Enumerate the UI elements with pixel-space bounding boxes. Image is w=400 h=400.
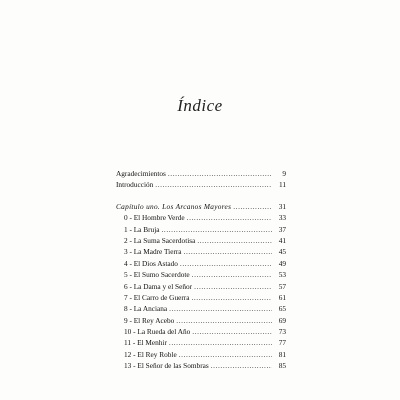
toc-entry[interactable]	[116, 212, 286, 223]
toc-entry-page: 77	[278, 338, 286, 348]
toc-entry[interactable]	[116, 303, 286, 314]
page-title: Índice	[177, 96, 223, 115]
toc-entry-page: 73	[278, 327, 286, 337]
dot-leader	[169, 337, 272, 348]
toc-entry[interactable]	[116, 360, 286, 371]
toc-entry-label: 10 - La Rueda del Año	[124, 327, 191, 337]
toc-entry-label: 2 - La Suma Sacerdotisa	[124, 235, 196, 245]
toc-entry[interactable]	[116, 281, 286, 292]
dot-leader	[176, 315, 272, 326]
toc-entry[interactable]	[116, 337, 286, 348]
toc-entry-page: 45	[278, 247, 286, 257]
toc-entry-label: 13 - El Señor de las Sombras	[124, 361, 209, 371]
toc-chapter-page: 31	[278, 201, 286, 211]
toc-entry-label: 4 - El Dios Astado	[124, 258, 178, 268]
dot-leader	[184, 246, 272, 257]
toc-entry-label: 6 - La Dama y el Señor	[124, 281, 193, 291]
toc-entry[interactable]	[116, 224, 286, 235]
toc-entry-label: 3 - La Madre Tierra	[124, 247, 182, 257]
dot-leader	[192, 269, 272, 280]
toc-entry-label: Agradecimientos	[116, 169, 166, 178]
toc-entry-page: 9	[282, 169, 286, 178]
dot-leader	[179, 349, 272, 360]
toc-entry-page: 33	[278, 213, 286, 223]
table-of-contents	[116, 168, 286, 372]
toc-sub-entries	[116, 212, 286, 371]
toc-entry-page: 37	[278, 224, 286, 234]
toc-entry-label: 8 - La Anciana	[124, 304, 168, 314]
dot-leader	[169, 303, 272, 314]
toc-chapter-heading[interactable]	[116, 201, 286, 212]
toc-entry[interactable]	[116, 269, 286, 280]
toc-entry[interactable]	[116, 349, 286, 360]
dot-leader	[197, 235, 272, 246]
toc-entry-label: 7 - El Carro de Guerra	[124, 292, 190, 302]
toc-entry-page: 49	[278, 258, 286, 268]
toc-entry-page: 61	[278, 292, 286, 302]
toc-entry[interactable]	[116, 292, 286, 303]
dot-leader	[191, 292, 272, 303]
toc-entry-page: 85	[278, 361, 286, 371]
toc-entry[interactable]	[116, 246, 286, 257]
dot-leader	[233, 201, 272, 212]
toc-entry-label: Introducción	[116, 180, 154, 190]
toc-entry-label: 5 - El Sumo Sacerdote	[124, 270, 190, 280]
dot-leader	[194, 281, 272, 292]
toc-entry-page: 11	[278, 180, 286, 190]
dot-leader	[168, 168, 272, 179]
toc-entry-label: 11 - El Menhir	[124, 338, 167, 348]
toc-entry[interactable]	[116, 258, 286, 269]
toc-entry-label: 12 - El Rey Roble	[124, 349, 177, 359]
toc-entry-label: 1 - La Bruja	[124, 224, 160, 234]
toc-entry[interactable]	[116, 315, 286, 326]
toc-entry-page: 69	[278, 315, 286, 325]
dot-leader	[155, 179, 272, 190]
toc-entry-introduction[interactable]	[116, 179, 286, 190]
toc-entry-page: 53	[278, 270, 286, 280]
toc-entry[interactable]	[116, 235, 286, 246]
section-gap	[116, 191, 286, 201]
toc-entry-page: 41	[278, 235, 286, 245]
dot-leader	[211, 360, 272, 371]
toc-chapter-label: Capítulo uno. Los Arcanos Mayores	[116, 201, 232, 211]
toc-entry-page: 81	[278, 349, 286, 359]
toc-entry[interactable]	[116, 326, 286, 337]
toc-entry-label: 0 - El Hombre Verde	[124, 213, 185, 223]
toc-entry-acknowledgements[interactable]	[116, 168, 286, 179]
dot-leader	[180, 258, 272, 269]
dot-leader	[192, 326, 272, 337]
dot-leader	[187, 212, 272, 223]
dot-leader	[161, 224, 272, 235]
toc-entry-label: 9 - El Rey Acebo	[124, 315, 175, 325]
toc-entry-page: 57	[278, 281, 286, 291]
toc-entry-page: 65	[278, 304, 286, 314]
